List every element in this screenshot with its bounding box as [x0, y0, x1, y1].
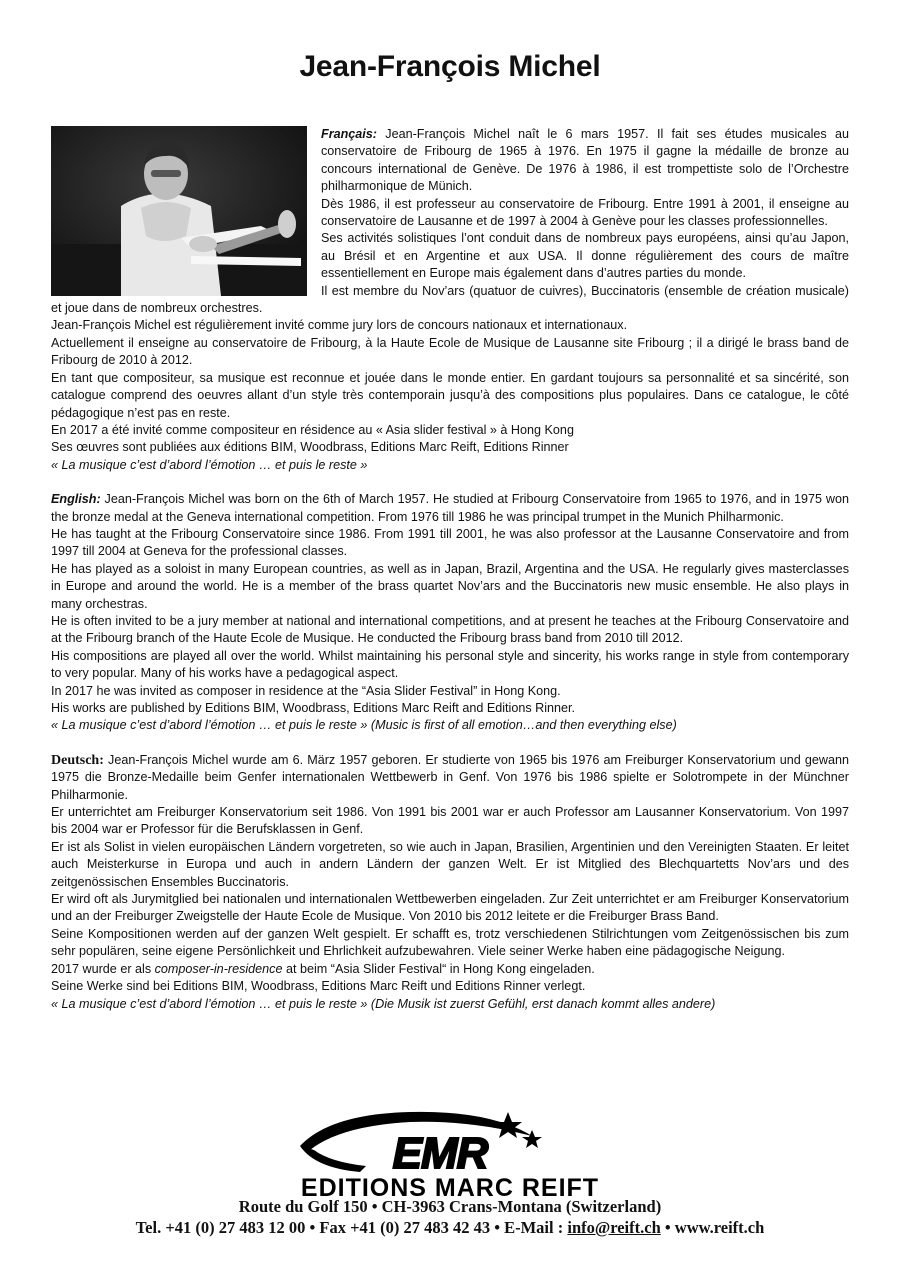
en-paragraph-6: In 2017 he was invited as composer in residence at the “Asia Slider Festival” in Hong Kong.	[51, 683, 561, 698]
portrait-photo	[51, 126, 307, 296]
fr-quote: « La musique c’est d’abord l’émotion … et puis le reste »	[51, 457, 368, 472]
fr-language-label: Français:	[321, 127, 377, 141]
biography-content	[51, 126, 849, 1013]
en-quote: « La musique c’est d’abord l’émotion … et puis le reste » (Music is first of all emotion…and then everything else)	[51, 718, 677, 733]
de-paragraph-4: Er wird oft als Jurymitglied bei nationalen und internationalen Wettbewerben eingeladen. Zur Zeit unterrichtet er am Freiburger Konservatorium und an der Freiburger Zweigstelle der Haute Ecole de Musique. Von 2010 bis 2012 leitete er die Freiburger Brass Band.	[51, 892, 849, 924]
svg-text:EMR: EMR	[392, 1129, 488, 1178]
fr-paragraph-5: Jean-François Michel est régulièrement invité comme jury lors de concours nationaux et internationaux.	[51, 318, 628, 333]
publisher-address: Route du Golf 150 • CH-3963 Crans-Montana (Switzerland)	[238, 1197, 662, 1216]
en-paragraph-2: He has taught at the Fribourg Conservatoire since 1986. From 1991 till 2001, he was also professor at the Lausanne Conservatoire and from 1997 till 2004 at Geneva for the professional classes.	[51, 526, 849, 559]
fr-paragraph-9: Ses œuvres sont publiées aux éditions BIM, Woodbrass, Editions Marc Reift, Editions Rinner	[51, 440, 569, 455]
de-paragraph-2: Er unterrichtet am Freiburger Konservatorium seit 1986. Von 1991 bis 2001 war er auch Professor am Lausanner Konservatorium. Von 1997 bis 2004 war er Professor für die Berufsklassen in Genf.	[51, 805, 849, 837]
publisher-footer	[0, 1106, 900, 1239]
trumpeter-portrait-image	[51, 126, 307, 296]
fr-paragraph-7: En tant que compositeur, sa musique est reconnue et jouée dans le monde entier. En gardant toujours sa personnalité et sa sincérité, son catalogue comprend des oeuvres allant d’un style très contemporain jusqu’à des compositions plus populaires. Dans ce catalogue, le côté pédagogique n’est pas en reste.	[51, 370, 849, 420]
fr-paragraph-2: Dès 1986, il est professeur au conservatoire de Fribourg. Entre 1991 à 2001, il enseigne au conservatoire de Lausanne et de 1997 à 2004 à Genève pour les classes professionnelles.	[321, 196, 849, 229]
fr-paragraph-6: Actuellement il enseigne au conservatoire de Fribourg, à la Haute Ecole de Musique de Lausanne site Fribourg ; il a dirigé le brass band de Fribourg de 2010 à 2012.	[51, 335, 849, 368]
en-paragraph-7: His works are published by Editions BIM, Woodbrass, Editions Marc Reift and Editions Rinner.	[51, 701, 576, 715]
de-paragraph-3: Er ist als Solist in vielen europäischen Ländern vorgetreten, so wie auch in Japan, Brasilien, Argentinien und den Vereinigten Staaten. Er leitet auch Meisterkurse in Europa und auch in andern Ländern der ganzen Welt. Er ist Mitglied des Blechquartetts Nov’ars und des zeitgenössischen Ensembles Buccinatoris.	[51, 839, 849, 889]
de-paragraph-6: 2017 wurde er als composer-in-residence at beim “Asia Slider Festival“ in Hong Kong eingeladen.	[51, 961, 595, 976]
de-paragraph-1: Deutsch: Jean-François Michel wurde am 6. März 1957 geboren. Er studierte von 1965 bis 1976 am Freiburger Konservatorium und gewann 1975 die Bronze-Medaille beim Genfer internationalen Wettbewerb in Genf. Von 1976 bis 1986 spielte er Solotrompete in der Münchner Philharmonie.	[51, 752, 849, 802]
en-paragraph-4: He is often invited to be a jury member at national and international competitions, and at present he teaches at the Fribourg Conservatoire and at the Fribourg branch of the Haute Ecole de Musique. He conducted the Fribourg brass band from 2010 till 2012.	[51, 613, 849, 646]
fr-paragraph-4: Il est membre du Nov’ars (quatuor de cuivres), Buccinatoris (ensemble de création musicale) et joue dans de nombreux orchestres.	[51, 283, 849, 316]
en-paragraph-3: He has played as a soloist in many European countries, as well as in Japan, Brazil, Argentina and the USA. He regularly gives masterclasses in Europe and around the world. He is a member of the brass quartet Nov’ars and the Buccinatoris new music ensemble. He also plays in many orchestras.	[51, 561, 849, 611]
page-title: Jean-François Michel	[299, 50, 601, 83]
fr-paragraph-1: Français: Jean-François Michel naît le 6 mars 1957. Il fait ses études musicales au conservatoire de Fribourg de 1965 à 1976. En 1975 il gagne la médaille de bronze au concours international de Genève. De 1976 à 1986, il est trompettiste solo de l’Orchestre philharmonique de Münich.	[321, 127, 849, 194]
de-paragraph-5: Seine Kompositionen werden auf der ganzen Welt gespielt. Er schafft es, trotz verschiedenen Stilrichtungen vom Zeitgenössischen bis zum sehr populären, seine eigene Persönlichkeit und Ehrlichkeit aufzubewahren. Viele seiner Werke haben eine pädagogische Neigung.	[51, 926, 849, 959]
en-paragraph-1: English: Jean-François Michel was born on the 6th of March 1957. He studied at Fribourg Conservatoire from 1965 to 1976, and in 1975 won the bronze medal at the Geneva international competition. From 1976 till 1986 he was principal trumpet in the Munich Philharmonic.	[51, 492, 849, 524]
email-link[interactable]: info@reift.ch	[567, 1218, 661, 1237]
en-language-label: English:	[51, 492, 101, 507]
en-paragraph-5: His compositions are played all over the world. Whilst maintaining his personal style and sincerity, his works range in style from contemporary to very popular. Many of his works have a pedagogical aspect.	[51, 648, 849, 681]
fr-paragraph-3: Ses activités solistiques l’ont conduit dans de nombreux pays européens, ainsi qu’au Japon, au Brésil et en Argentine et aux USA. Il donne régulièrement des cours de maître essentiellement en Europe mais également dans d’autres parties du monde.	[321, 231, 849, 281]
de-quote: « La musique c’est d’abord l’émotion … et puis le reste » (Die Musik ist zuerst Gefühl, erst danach kommt alles andere)	[51, 996, 716, 1011]
de-paragraph-7: Seine Werke sind bei Editions BIM, Woodbrass, Editions Marc Reift und Editions Rinner verlegt.	[51, 979, 586, 994]
fr-paragraph-8: En 2017 a été invité comme compositeur en résidence au « Asia slider festival » à Hong Kong	[51, 422, 574, 437]
emr-logo	[270, 1106, 630, 1202]
de-language-label: Deutsch:	[51, 752, 104, 768]
svg-text:EDITIONS MARC REIFT: EDITIONS MARC REIFT	[300, 1174, 600, 1202]
publisher-contact: Tel. +41 (0) 27 483 12 00 • Fax +41 (0) 27 483 42 43 • E-Mail : info@reift.ch • www.reift.ch	[135, 1218, 765, 1237]
